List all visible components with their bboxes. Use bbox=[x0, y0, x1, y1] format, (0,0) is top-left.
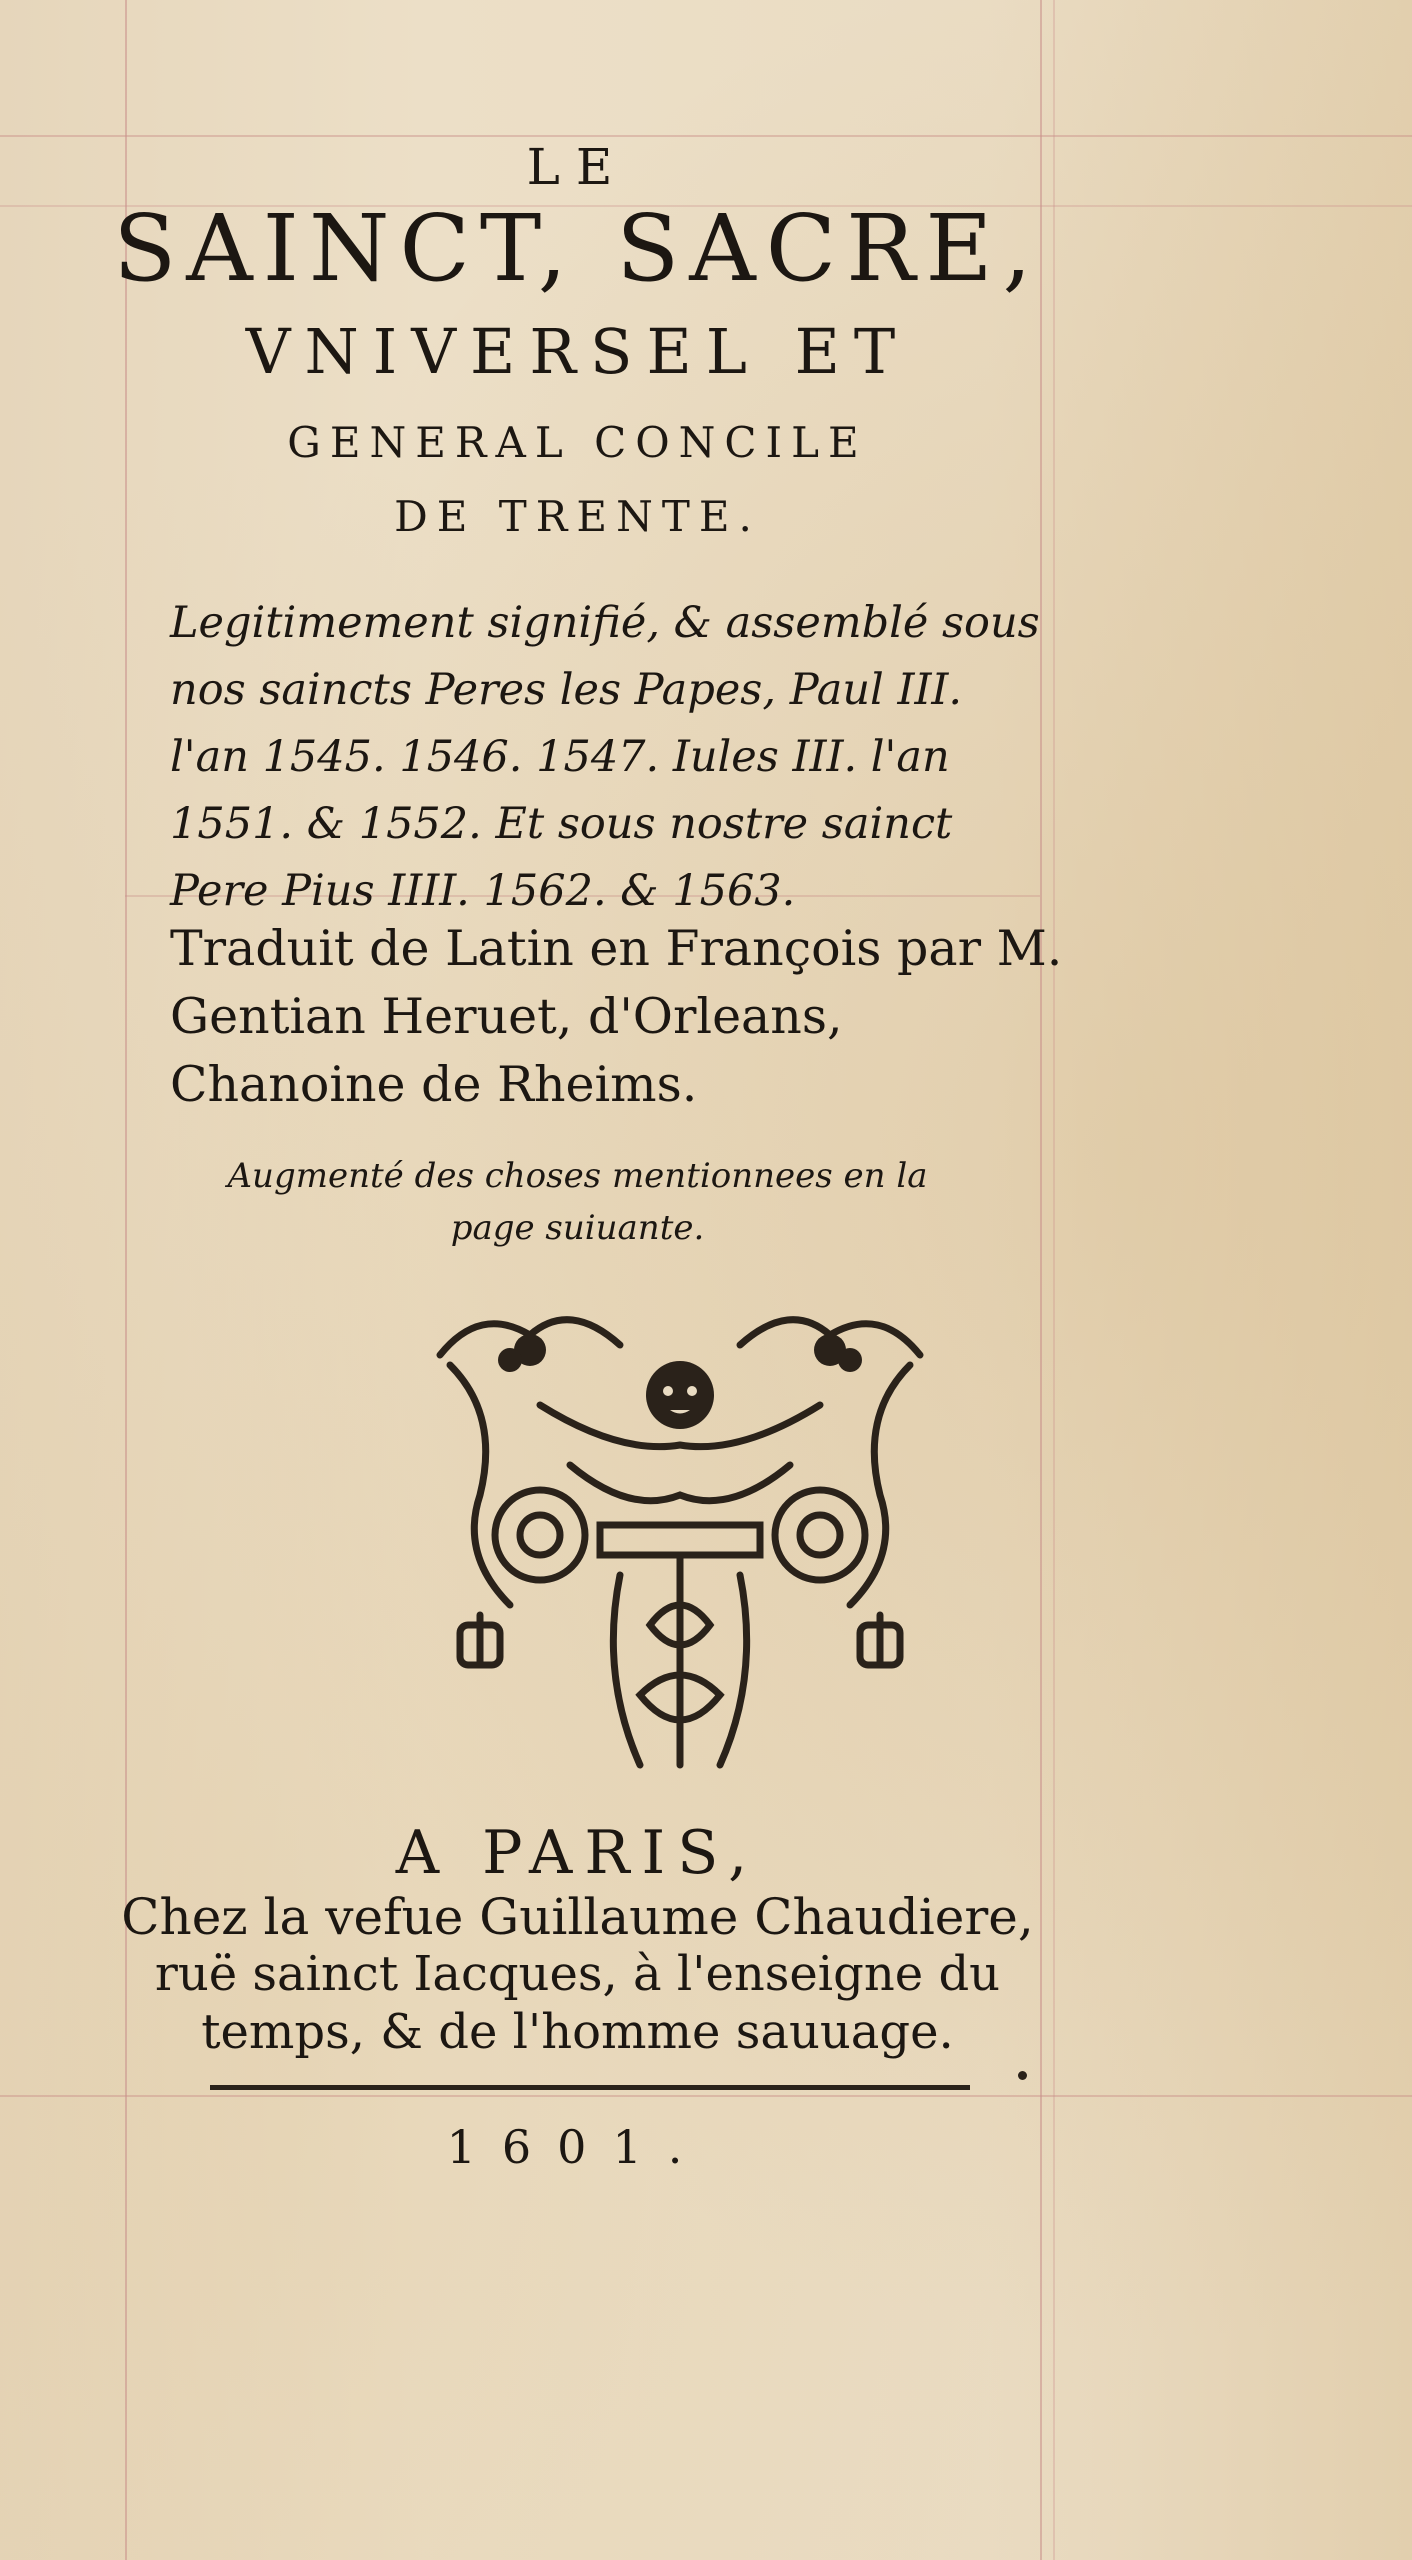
title-line-1: LE bbox=[526, 138, 629, 196]
augmented-line-1: Augmenté des choses mentionnees en la bbox=[227, 1156, 928, 1196]
imprint-line-2: ruë sainct Iacques, à l'enseigne du bbox=[154, 1946, 1001, 2002]
imprint-city: A PARIS, bbox=[395, 1818, 760, 1888]
imprint-line-1: Chez la vefue Guillaume Chaudiere, bbox=[121, 1888, 1034, 1946]
title-line-4: GENERAL CONCILE bbox=[287, 418, 868, 467]
subtitle-paragraph: Legitimement signifié, & assemblé sous nos saincts Peres les Papes, Paul III. l'an 1545. 1546. 1547. Iules III. l'an 1551. & 1552. Et sous nostre sainct Pere Pius IIII. 1562. & 1563. bbox=[170, 598, 1040, 916]
ruling-line-top bbox=[0, 135, 1412, 137]
translator-paragraph: Traduit de Latin en François par M. Gentian Heruet, d'Orleans, Chanoine de Rheims. bbox=[170, 920, 1063, 1113]
ruling-line-bottom bbox=[0, 2095, 1412, 2097]
title-line-3: VNIVERSEL ET bbox=[245, 315, 910, 388]
title-line-5: DE TRENTE. bbox=[394, 492, 761, 541]
ruling-line-margin bbox=[1053, 0, 1055, 2560]
title-line-2: SAINCT, SACRE, bbox=[113, 195, 1042, 302]
ink-dot bbox=[1018, 2071, 1027, 2080]
printers-ornament bbox=[420, 1295, 940, 1795]
publication-year: 1601. bbox=[446, 2120, 709, 2174]
imprint-line-3: temps, & de l'homme sauuage. bbox=[201, 2004, 954, 2060]
augmented-note bbox=[110, 1150, 1045, 1254]
imprint-rule bbox=[210, 2085, 970, 2090]
augmented-line-2: page suiuante. bbox=[450, 1208, 705, 1248]
